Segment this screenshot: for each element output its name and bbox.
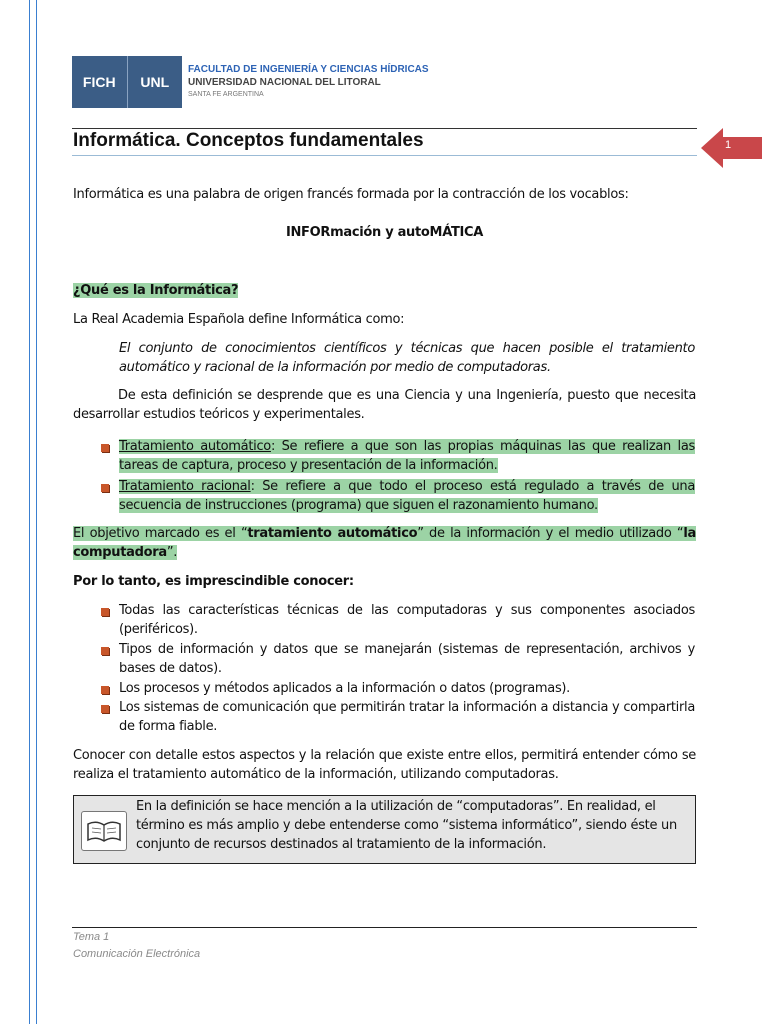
faculty-name: FACULTAD DE INGENIERÍA Y CIENCIAS HÍDRICAS	[188, 64, 429, 75]
bullet-automatic	[119, 437, 695, 475]
bullet-square-icon	[101, 484, 109, 492]
left-margin-line	[29, 0, 30, 1024]
rae-quote: El conjunto de conocimientos científicos y técnicas que hacen posible el tratamiento automático y racional de la información por medio de computadoras.	[119, 341, 695, 375]
list-item: Todas las características técnicas de las computadoras y sus componentes asociados (periféricos).	[119, 603, 695, 637]
bullet-square-icon	[101, 608, 109, 616]
rae-intro: La Real Academia Española define Informática como:	[73, 312, 405, 327]
etymology: INFORmación y autoMÁTICA	[285, 225, 484, 240]
intro-paragraph: Informática es una palabra de origen francés formada por la contracción de los vocablos:	[73, 187, 629, 202]
therefore-heading: Por lo tanto, es imprescindible conocer:	[73, 574, 354, 589]
university-name: UNIVERSIDAD NACIONAL DEL LITORAL	[188, 77, 381, 88]
arrow-left-icon	[701, 128, 762, 168]
bullet-term: Tratamiento automático	[119, 439, 271, 454]
bullet-text: : Se refiere a que son las propias máquinas las que realizan las tareas de captura, proceso y presentación de la información.	[119, 439, 696, 473]
fich-unl-logo	[72, 56, 182, 108]
objective-bold: la computadora	[73, 526, 696, 560]
page-number-arrow	[701, 128, 762, 168]
list-item: Tipos de información y datos que se manejarán (sistemas de representación, archivos y bases de datos).	[119, 642, 695, 676]
logo-fich: FICH	[82, 74, 116, 90]
note-text: En la definición se hace mención a la utilización de “computadoras”. En realidad, el término es más amplio y debe entenderse como “sistema informático”, siendo éste un conjunto de recursos destinados al tratamiento de la información.	[136, 799, 677, 852]
book-icon	[81, 811, 127, 851]
definition-follow: De esta definición se desprende que es una Ciencia y una Ingeniería, puesto que necesita desarrollar estudios teóricos y experimentales.	[73, 388, 696, 422]
footer-topic: Tema 1	[73, 931, 110, 943]
institution-header	[188, 63, 429, 100]
left-margin-line-inner	[36, 0, 37, 1024]
page-title: Informática. Conceptos fundamentales	[73, 130, 424, 151]
list-item: Los sistemas de comunicación que permitirán tratar la información a distancia y compartirla de forma fiable.	[119, 700, 695, 734]
bullet-term: Tratamiento racional	[119, 479, 251, 494]
location: SANTA FE ARGENTINA	[188, 91, 264, 98]
bullet-square-icon	[101, 686, 109, 694]
title-rule-bottom	[72, 155, 697, 156]
logo-unl: UNL	[127, 56, 183, 108]
section-heading-text: ¿Qué es la Informática?	[73, 283, 239, 298]
objective-bold: tratamiento automático	[247, 526, 418, 541]
bullet-square-icon	[101, 647, 109, 655]
page-number: 1	[725, 139, 732, 151]
title-rule-top	[72, 128, 697, 129]
section-heading	[73, 281, 696, 300]
list-item: Los procesos y métodos aplicados a la información o datos (programas).	[119, 681, 571, 696]
bullet-text: : Se refiere a que todo el proceso está regulado a través de una secuencia de instrucciones (programa) que siguen el razonamiento humano.	[119, 479, 695, 513]
bullet-rational	[119, 477, 695, 515]
bullet-square-icon	[101, 444, 109, 452]
bullet-square-icon	[101, 705, 109, 713]
objective-text: ”.	[166, 545, 178, 560]
objective-text: El objetivo marcado es el “	[73, 526, 248, 541]
note-box	[73, 795, 696, 864]
objective-text: ” de la información y el medio utilizado “	[417, 526, 684, 541]
footer-subject: Comunicación Electrónica	[73, 948, 201, 960]
footer-rule	[72, 927, 697, 928]
objective-paragraph	[73, 524, 696, 562]
conclusion-paragraph: Conocer con detalle estos aspectos y la relación que existe entre ellos, permitirá entender cómo se realiza el tratamiento automático de la información, utilizando computadoras.	[73, 748, 696, 782]
